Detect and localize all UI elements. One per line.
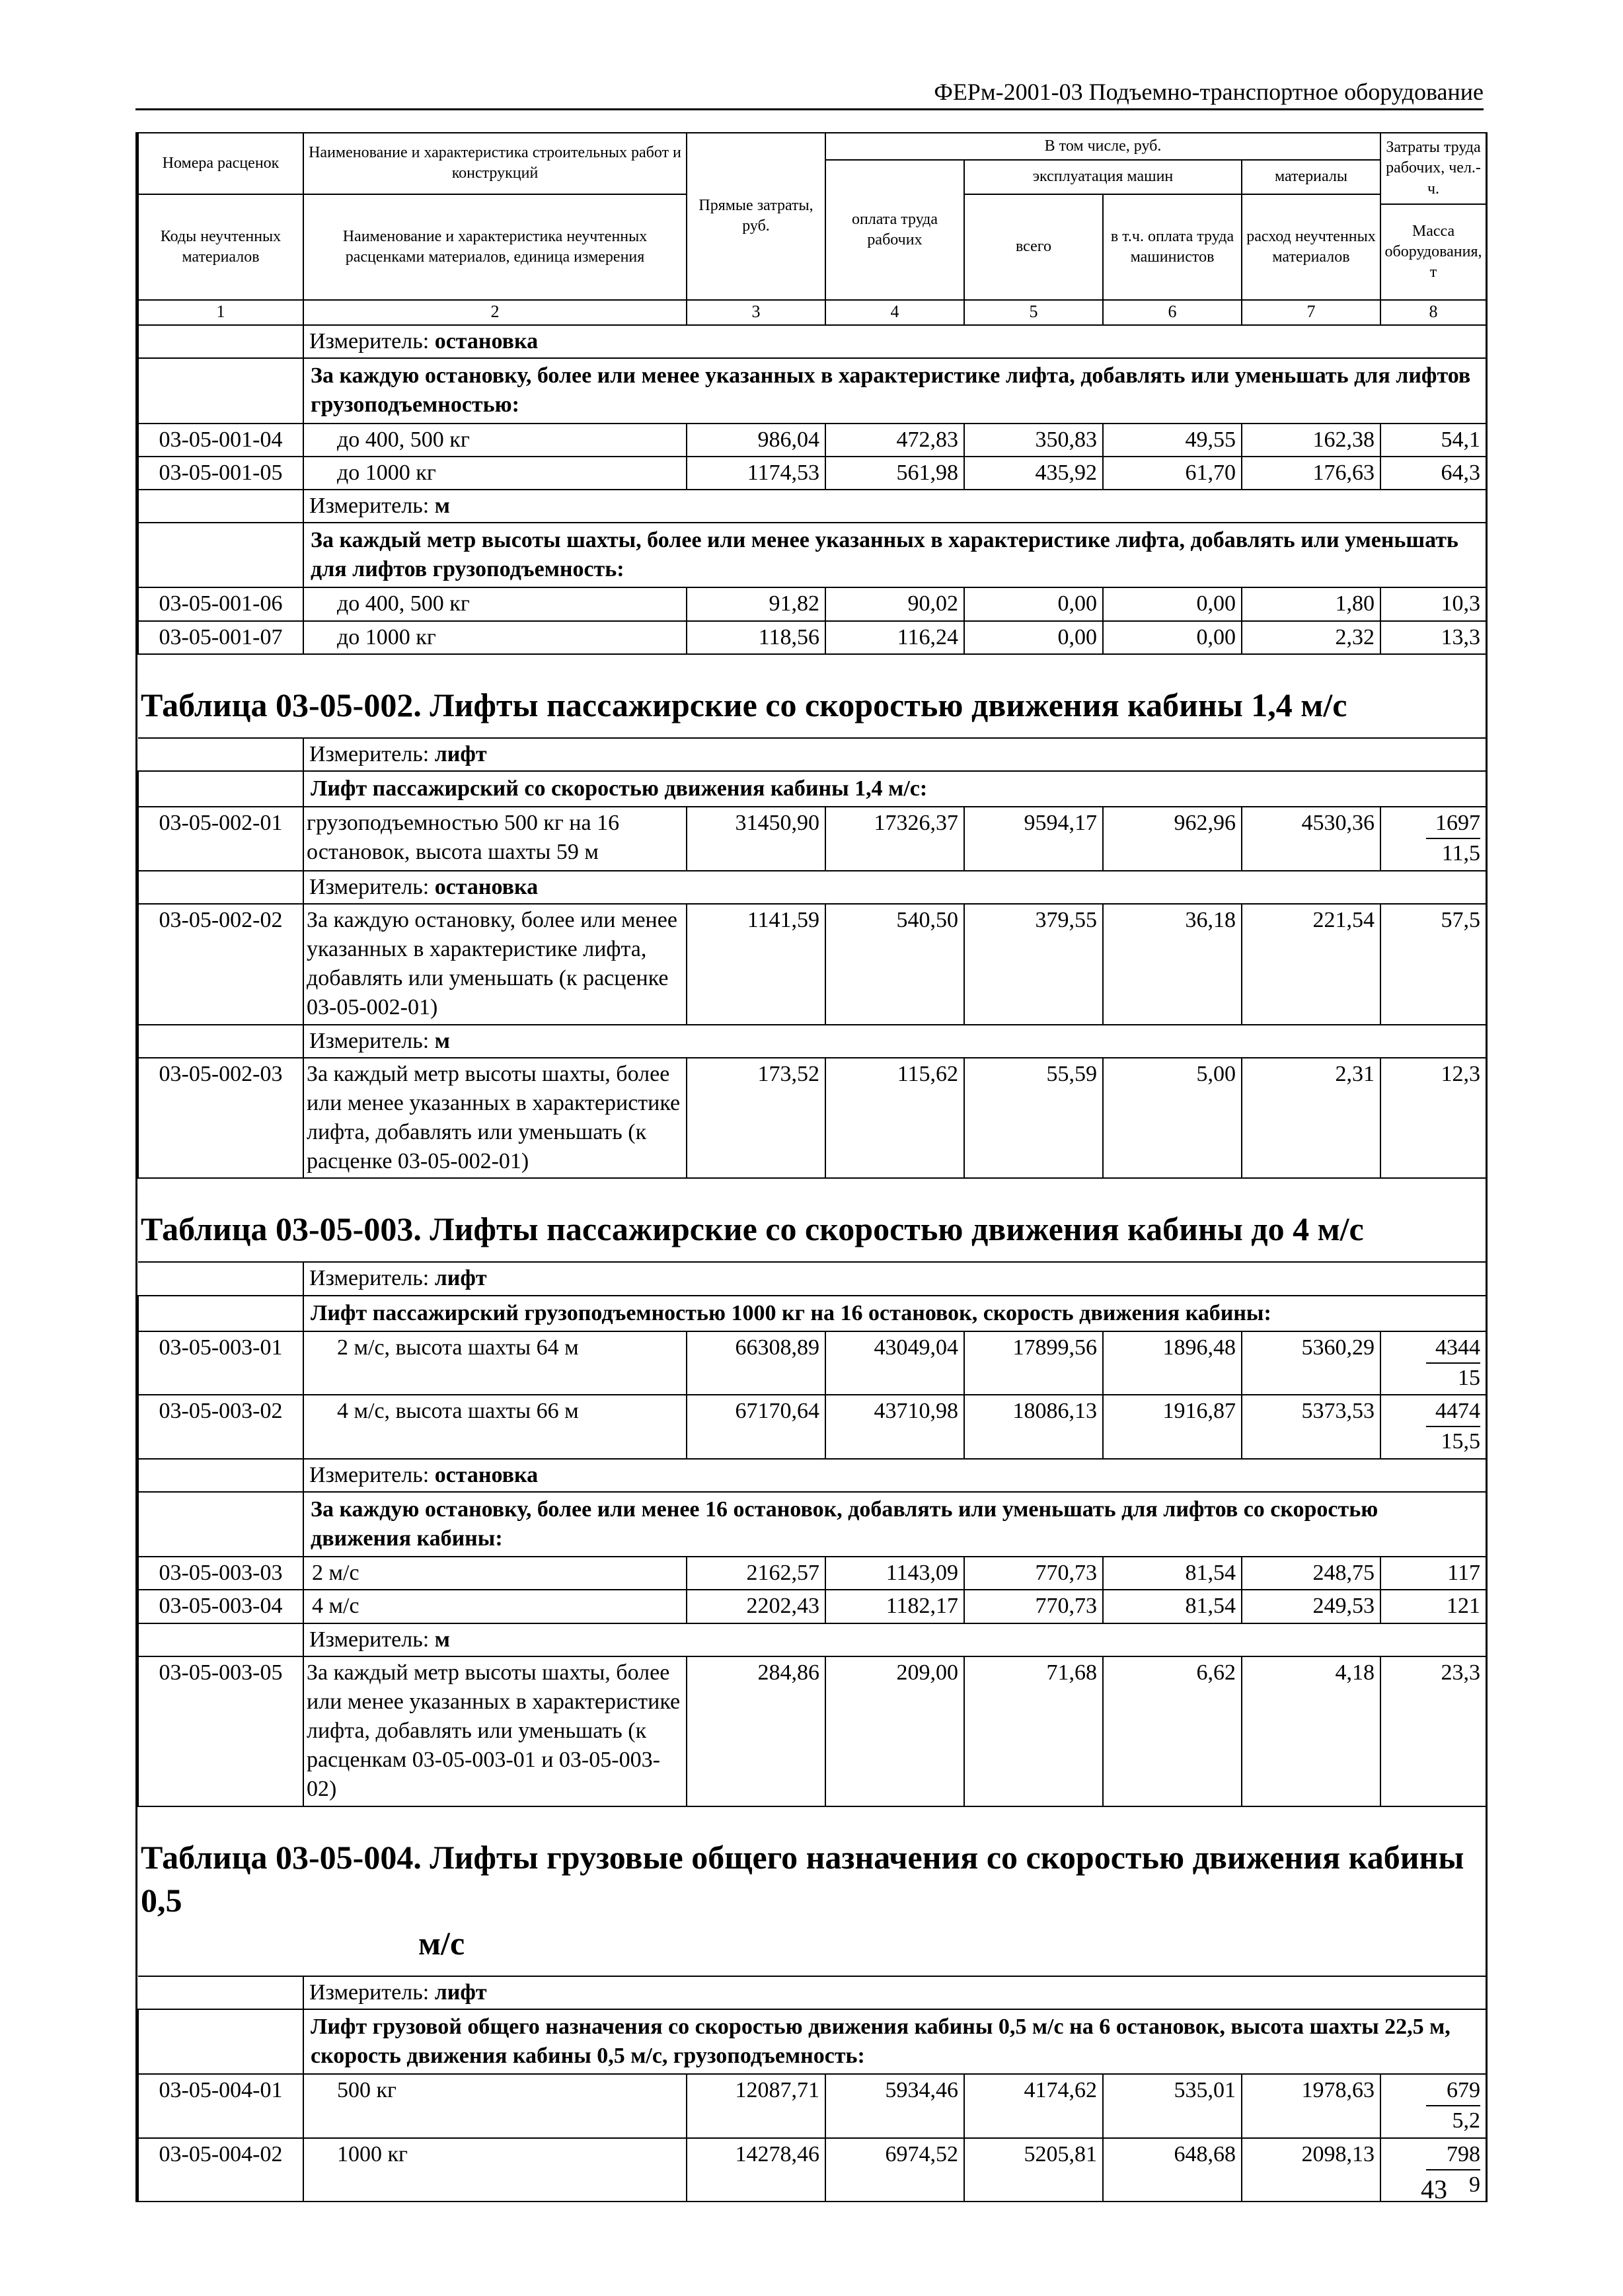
machines-total: 379,55 <box>964 904 1103 1025</box>
machines-total: 350,83 <box>964 424 1103 457</box>
rate-name: За каждый метр высоты шахты, более или менее указанных в характеристике лифта, добавлять или уменьшать (к расценкам 03-05-003-01 и 03-05-003-02) <box>303 1656 687 1806</box>
rate-name: до 1000 кг <box>303 457 687 490</box>
column-number: 5 <box>964 300 1103 325</box>
labor-hours: 10,3 <box>1380 587 1486 620</box>
rate-code: 03-05-004-02 <box>138 2138 303 2202</box>
group-note-row <box>138 1492 1486 1557</box>
labor-hours: 64,3 <box>1380 457 1486 490</box>
header-col8-bottom: Масса оборудования, т <box>1380 204 1486 300</box>
machines-total: 435,92 <box>964 457 1103 490</box>
table-title-row <box>138 654 1486 738</box>
materials-cost: 248,75 <box>1242 1557 1380 1590</box>
labor-pay: 90,02 <box>825 587 964 620</box>
header-col1-top: Номера расценок <box>138 133 303 194</box>
column-number: 4 <box>825 300 964 325</box>
group-note: За каждый метр высоты шахты, более или менее указанных в характеристике лифта, добавлять или уменьшать для лифтов грузоподъемность: <box>303 523 1486 587</box>
labor-pay: 472,83 <box>825 424 964 457</box>
table-title: Таблица 03-05-003. Лифты пассажирские со скоростью движения кабины до 4 м/с <box>138 1178 1486 1262</box>
labor-hours: 117 <box>1380 1557 1486 1590</box>
labor-pay: 17326,37 <box>825 807 964 870</box>
column-number: 7 <box>1242 300 1380 325</box>
materials-cost: 4530,36 <box>1242 807 1380 870</box>
machinists-pay: 0,00 <box>1103 621 1242 654</box>
machines-total: 5205,81 <box>964 2138 1103 2202</box>
rates-table-frame <box>135 132 1488 2202</box>
table-title-line: Таблица 03-05-004. Лифты грузовые общего назначения со скоростью движения кабины 0,5 <box>141 1838 1464 1919</box>
machines-total: 71,68 <box>964 1656 1103 1806</box>
rate-name: За каждый метр высоты шахты, более или менее указанных в характеристике лифта, добавлять или уменьшать (к расценке 03-05-002-01) <box>303 1058 687 1179</box>
direct-costs: 118,56 <box>687 621 825 654</box>
materials-cost: 2,31 <box>1242 1058 1380 1179</box>
labor-pay: 561,98 <box>825 457 964 490</box>
group-note-row <box>138 358 1486 423</box>
measure-row <box>138 738 1486 771</box>
column-number-row <box>138 300 1486 325</box>
rate-code: 03-05-003-05 <box>138 1656 303 1806</box>
labor-hours: 121 <box>1380 1590 1486 1623</box>
machines-total: 4174,62 <box>964 2074 1103 2137</box>
machinists-pay: 81,54 <box>1103 1590 1242 1623</box>
direct-costs: 67170,64 <box>687 1395 825 1458</box>
direct-costs: 173,52 <box>687 1058 825 1179</box>
table-row <box>138 621 1486 654</box>
measure-row <box>138 871 1486 904</box>
direct-costs: 12087,71 <box>687 2074 825 2137</box>
measure-row <box>138 490 1486 523</box>
materials-cost: 5360,29 <box>1242 1331 1380 1395</box>
rate-code: 03-05-003-03 <box>138 1557 303 1590</box>
column-number: 6 <box>1103 300 1242 325</box>
table-row <box>138 1557 1486 1590</box>
measure-label: Измеритель: остановка <box>303 871 1486 904</box>
machinists-pay: 1916,87 <box>1103 1395 1242 1458</box>
measure-label: Измеритель: остановка <box>303 1459 1486 1492</box>
rate-code: 03-05-004-01 <box>138 2074 303 2137</box>
materials-cost: 1,80 <box>1242 587 1380 620</box>
machinists-pay: 81,54 <box>1103 1557 1242 1590</box>
equipment-mass: 15,5 <box>1441 1429 1480 1454</box>
labor-hours: 57,5 <box>1380 904 1486 1025</box>
materials-cost: 176,63 <box>1242 457 1380 490</box>
measure-label: Измеритель: остановка <box>303 325 1486 358</box>
table-title <box>138 1806 1486 1976</box>
materials-cost: 5373,53 <box>1242 1395 1380 1458</box>
labor-hours: 4344 <box>1426 1333 1480 1364</box>
rate-name: 2 м/с, высота шахты 64 м <box>303 1331 687 1395</box>
page-number: 43 <box>1421 2174 1447 2204</box>
measure-label: Измеритель: лифт <box>303 1262 1486 1295</box>
measure-row <box>138 325 1486 358</box>
labor-hours: 12,3 <box>1380 1058 1486 1179</box>
measure-label: Измеритель: лифт <box>303 738 1486 771</box>
machinists-pay: 962,96 <box>1103 807 1242 870</box>
table-row <box>138 1395 1486 1458</box>
rate-code: 03-05-002-03 <box>138 1058 303 1179</box>
materials-cost: 2,32 <box>1242 621 1380 654</box>
measure-row <box>138 1025 1486 1058</box>
rates-table <box>137 132 1487 2202</box>
materials-cost: 221,54 <box>1242 904 1380 1025</box>
labor-pay: 115,62 <box>825 1058 964 1179</box>
header-col3: Прямые затраты, руб. <box>687 133 825 300</box>
header-row-1 <box>138 133 1486 160</box>
header-col2-top: Наименование и характеристика строительных работ и конструкций <box>303 133 687 194</box>
group-note: Лифт грузовой общего назначения со скоростью движения кабины 0,5 м/с на 6 остановок, высота шахты 22,5 м, скорость движения кабины 0,5 м/с, грузоподъемность: <box>303 2009 1486 2074</box>
direct-costs: 31450,90 <box>687 807 825 870</box>
group-note: За каждую остановку, более или менее указанных в характеристике лифта, добавлять или уменьшать для лифтов грузоподъемностью: <box>303 358 1486 423</box>
materials-cost: 249,53 <box>1242 1590 1380 1623</box>
direct-costs: 2162,57 <box>687 1557 825 1590</box>
header-col5: всего <box>964 194 1103 300</box>
header-col4: оплата труда рабочих <box>825 160 964 300</box>
labor-pay: 209,00 <box>825 1656 964 1806</box>
machines-total: 770,73 <box>964 1590 1103 1623</box>
direct-costs: 91,82 <box>687 587 825 620</box>
machinists-pay: 6,62 <box>1103 1656 1242 1806</box>
table-row <box>138 424 1486 457</box>
column-number: 3 <box>687 300 825 325</box>
labor-pay: 116,24 <box>825 621 964 654</box>
measure-row <box>138 1976 1486 2009</box>
measure-row <box>138 1262 1486 1295</box>
labor-hours: 54,1 <box>1380 424 1486 457</box>
rate-name: За каждую остановку, более или менее указанных в характеристике лифта, добавлять или уменьшать (к расценке 03-05-002-01) <box>303 904 687 1025</box>
rate-name: до 400, 500 кг <box>303 424 687 457</box>
rate-name: грузоподъемностью 500 кг на 16 остановок, высота шахты 59 м <box>303 807 687 870</box>
rate-name: 500 кг <box>303 2074 687 2137</box>
rate-code: 03-05-001-07 <box>138 621 303 654</box>
machinists-pay: 36,18 <box>1103 904 1242 1025</box>
measure-row <box>138 1623 1486 1656</box>
labor-pay: 6974,52 <box>825 2138 964 2202</box>
equipment-mass: 11,5 <box>1441 841 1480 866</box>
labor-hours: 679 <box>1426 2076 1480 2106</box>
materials-cost: 2098,13 <box>1242 2138 1380 2202</box>
machines-total: 18086,13 <box>964 1395 1103 1458</box>
direct-costs: 1141,59 <box>687 904 825 1025</box>
labor-pay: 1182,17 <box>825 1590 964 1623</box>
labor-pay: 43049,04 <box>825 1331 964 1395</box>
column-number: 1 <box>138 300 303 325</box>
measure-label: Измеритель: м <box>303 490 1486 523</box>
header-group: В том числе, руб. <box>825 133 1380 160</box>
group-note: За каждую остановку, более или менее 16 остановок, добавлять или уменьшать для лифтов со скоростью движения кабины: <box>303 1492 1486 1557</box>
table-row <box>138 2074 1486 2137</box>
labor-and-mass <box>1380 1331 1486 1395</box>
labor-hours: 4474 <box>1426 1397 1480 1427</box>
column-number: 8 <box>1380 300 1486 325</box>
rate-code: 03-05-001-05 <box>138 457 303 490</box>
materials-cost: 1978,63 <box>1242 2074 1380 2137</box>
machines-total: 17899,56 <box>964 1331 1103 1395</box>
header-col6: в т.ч. оплата труда машинистов <box>1103 194 1242 300</box>
rate-name: до 400, 500 кг <box>303 587 687 620</box>
labor-and-mass <box>1380 1395 1486 1458</box>
equipment-mass: 15 <box>1458 1366 1480 1391</box>
machinists-pay: 5,00 <box>1103 1058 1242 1179</box>
rate-code: 03-05-002-02 <box>138 904 303 1025</box>
table-row <box>138 1331 1486 1395</box>
machinists-pay: 535,01 <box>1103 2074 1242 2137</box>
header-materials: материалы <box>1242 160 1380 194</box>
labor-hours: 1697 <box>1426 809 1480 839</box>
group-note: Лифт пассажирский грузоподъемностью 1000 кг на 16 остановок, скорость движения кабины: <box>303 1296 1486 1331</box>
rate-code: 03-05-003-01 <box>138 1331 303 1395</box>
labor-pay: 5934,46 <box>825 2074 964 2137</box>
labor-and-mass <box>1380 807 1486 870</box>
rate-name: 1000 кг <box>303 2138 687 2202</box>
group-note-row <box>138 1296 1486 1331</box>
table-row <box>138 1656 1486 1806</box>
direct-costs: 284,86 <box>687 1656 825 1806</box>
rate-name: 2 м/с <box>303 1557 687 1590</box>
table-title-row <box>138 1806 1486 1976</box>
header-col2-bottom: Наименование и характеристика неучтенных расценками материалов, единица измерения <box>303 194 687 300</box>
equipment-mass: 9 <box>1469 2172 1480 2197</box>
table-row <box>138 1058 1486 1179</box>
direct-costs: 986,04 <box>687 424 825 457</box>
rate-name: до 1000 кг <box>303 621 687 654</box>
machines-total: 0,00 <box>964 621 1103 654</box>
machines-total: 770,73 <box>964 1557 1103 1590</box>
measure-row <box>138 1459 1486 1492</box>
machinists-pay: 648,68 <box>1103 2138 1242 2202</box>
header-col8-top: Затраты труда рабочих, чел.-ч. <box>1380 133 1486 204</box>
direct-costs: 14278,46 <box>687 2138 825 2202</box>
measure-label: Измеритель: м <box>303 1623 1486 1656</box>
direct-costs: 66308,89 <box>687 1331 825 1395</box>
group-note-row <box>138 2009 1486 2074</box>
labor-hours: 13,3 <box>1380 621 1486 654</box>
rate-name: 4 м/с, высота шахты 66 м <box>303 1395 687 1458</box>
header-machines: эксплуатация машин <box>964 160 1242 194</box>
table-title-line: м/с <box>418 1924 465 1962</box>
rate-code: 03-05-001-06 <box>138 587 303 620</box>
materials-cost: 4,18 <box>1242 1656 1380 1806</box>
labor-pay: 43710,98 <box>825 1395 964 1458</box>
rate-code: 03-05-003-04 <box>138 1590 303 1623</box>
group-note: Лифт пассажирский со скоростью движения кабины 1,4 м/с: <box>303 771 1486 807</box>
direct-costs: 2202,43 <box>687 1590 825 1623</box>
measure-label: Измеритель: лифт <box>303 1976 1486 2009</box>
machinists-pay: 49,55 <box>1103 424 1242 457</box>
machinists-pay: 0,00 <box>1103 587 1242 620</box>
header-col7: расход неучтенных материалов <box>1242 194 1380 300</box>
machinists-pay: 1896,48 <box>1103 1331 1242 1395</box>
machines-total: 55,59 <box>964 1058 1103 1179</box>
running-header: ФЕРм-2001-03 Подъемно-транспортное оборудование <box>135 78 1484 110</box>
table-title: Таблица 03-05-002. Лифты пассажирские со скоростью движения кабины 1,4 м/с <box>138 654 1486 738</box>
equipment-mass: 5,2 <box>1452 2108 1480 2133</box>
labor-and-mass <box>1380 2074 1486 2137</box>
labor-hours: 23,3 <box>1380 1656 1486 1806</box>
labor-pay: 1143,09 <box>825 1557 964 1590</box>
header-col1-bottom: Коды неучтенных материалов <box>138 194 303 300</box>
rate-code: 03-05-001-04 <box>138 424 303 457</box>
rate-name: 4 м/с <box>303 1590 687 1623</box>
machinists-pay: 61,70 <box>1103 457 1242 490</box>
group-note-row <box>138 771 1486 807</box>
measure-label: Измеритель: м <box>303 1025 1486 1058</box>
rate-code: 03-05-002-01 <box>138 807 303 870</box>
table-row <box>138 2138 1486 2202</box>
column-number: 2 <box>303 300 687 325</box>
labor-pay: 540,50 <box>825 904 964 1025</box>
table-row <box>138 904 1486 1025</box>
labor-hours: 798 <box>1426 2140 1480 2170</box>
table-row <box>138 457 1486 490</box>
direct-costs: 1174,53 <box>687 457 825 490</box>
table-title-row <box>138 1178 1486 1262</box>
table-row <box>138 587 1486 620</box>
group-note-row <box>138 523 1486 587</box>
machines-total: 0,00 <box>964 587 1103 620</box>
rate-code: 03-05-003-02 <box>138 1395 303 1458</box>
machines-total: 9594,17 <box>964 807 1103 870</box>
table-row <box>138 1590 1486 1623</box>
table-row <box>138 807 1486 870</box>
materials-cost: 162,38 <box>1242 424 1380 457</box>
